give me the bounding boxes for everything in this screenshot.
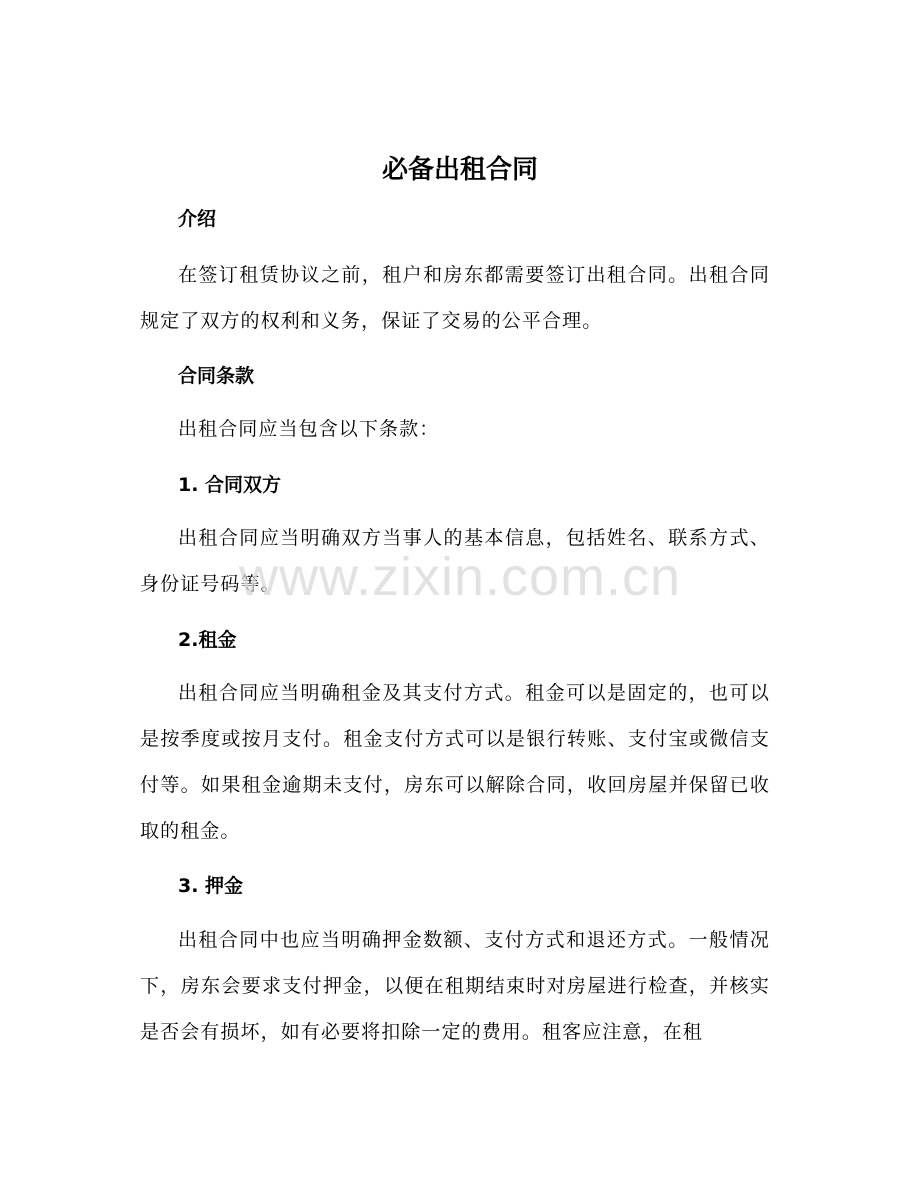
section-paragraph-deposit: 出租合同中也应当明确押金数额、支付方式和退还方式。一般情况下，房东会要求支付押金，以便在租期结束时对房屋进行检查，并核实是否会有损坏，如有必要将扣除一定的费用。租客应注意，在租 (140, 929, 770, 1043)
section-paragraph-terms: 出租合同应当包含以下条款： (178, 418, 440, 440)
section-heading-parties: 1. 合同双方 (178, 474, 282, 496)
section-paragraph-intro: 在签订租赁协议之前，租户和房东都需要签订出租合同。出租合同规定了双方的权利和义务，保证了交易的公平合理。 (140, 264, 770, 332)
section-heading-intro: 介绍 (178, 208, 217, 230)
section-paragraph-rent: 出租合同应当明确租金及其支付方式。租金可以是固定的，也可以是按季度或按月支付。租金支付方式可以是银行转账、支付宝或微信支付等。如果租金逾期未支付，房东可以解除合同，收回房屋并保留已收取的租金。 (140, 682, 770, 842)
section-heading-rent: 2.租金 (178, 629, 237, 651)
document-title: 必备出租合同 (381, 155, 538, 185)
section-paragraph-parties: 出租合同应当明确双方当事人的基本信息，包括姓名、联系方式、身份证号码等。 (140, 527, 770, 595)
watermark: www.zixin.com.cn (238, 547, 682, 607)
section-heading-deposit: 3. 押金 (178, 875, 244, 897)
section-heading-terms: 合同条款 (178, 365, 255, 387)
